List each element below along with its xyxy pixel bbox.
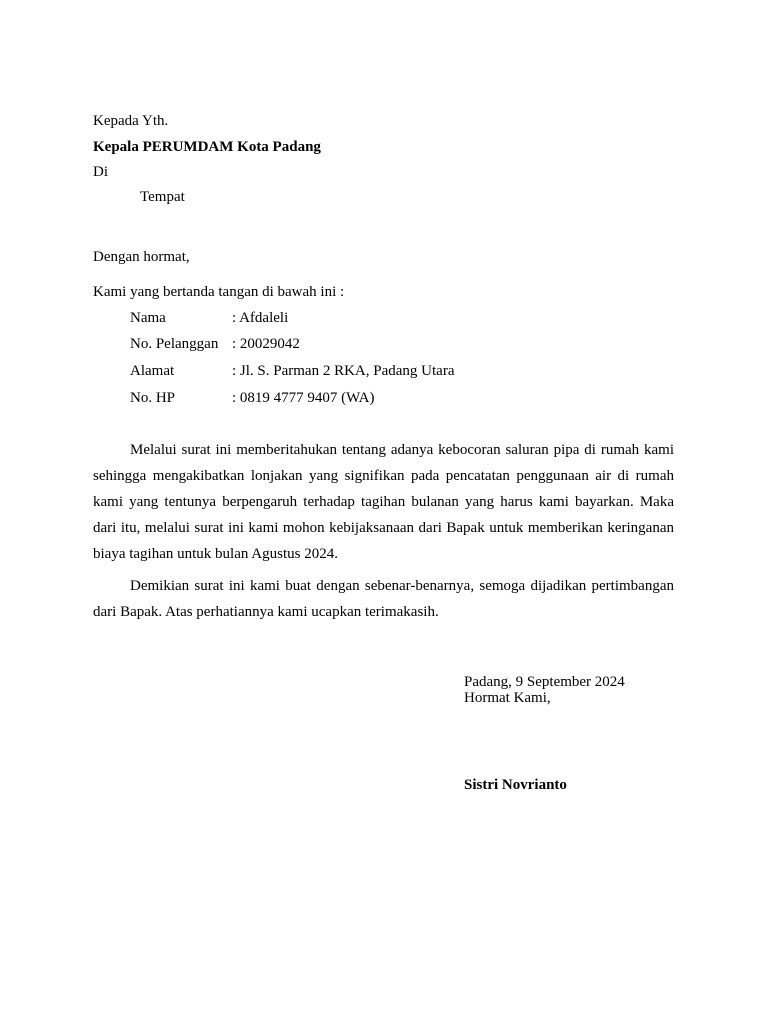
field-label: No. HP [130,390,176,406]
closing-regards: Hormat Kami, [464,690,551,706]
signer-name: Sistri Novrianto [464,777,567,793]
body-paragraph-1: Melalui surat ini memberitahukan tentang adanya kebocoran saluran pipa di rumah kami sehingga mengakibatkan lonjakan yang signifikan pada pencatatan penggunaan air di rumah kami yang tentunya berpengaruh terhadap tagihan bulanan yang harus kami bayarkan. Maka dari itu, melalui surat ini kami mohon kebijaksanaan dari Bapak untuk memberikan keringanan biaya tagihan untuk bulan Agustus 2024. [93,442,674,562]
field-value: : 20029042 [232,336,300,352]
recipient-name: Kepala PERUMDAM Kota Padang [93,139,321,155]
recipient-place: Tempat [140,189,185,205]
closing-place-date: Padang, 9 September 2024 [464,674,625,690]
recipient-salutation: Kepada Yth. [93,113,169,129]
intro-line: Kami yang bertanda tangan di bawah ini : [93,284,345,300]
greeting: Dengan hormat, [93,249,190,265]
field-value: : 0819 4777 9407 (WA) [232,390,375,406]
field-value: : Jl. S. Parman 2 RKA, Padang Utara [232,363,455,379]
field-label: Alamat [130,363,175,379]
field-value: : Afdaleli [232,310,289,326]
field-label: Nama [130,310,166,326]
field-label: No. Pelanggan [130,336,219,352]
recipient-di: Di [93,164,108,180]
body-paragraph-2: Demikian surat ini kami buat dengan sebenar-benarnya, semoga dijadikan pertimbangan dari Bapak. Atas perhatiannya kami ucapkan terimakasih. [93,578,674,620]
